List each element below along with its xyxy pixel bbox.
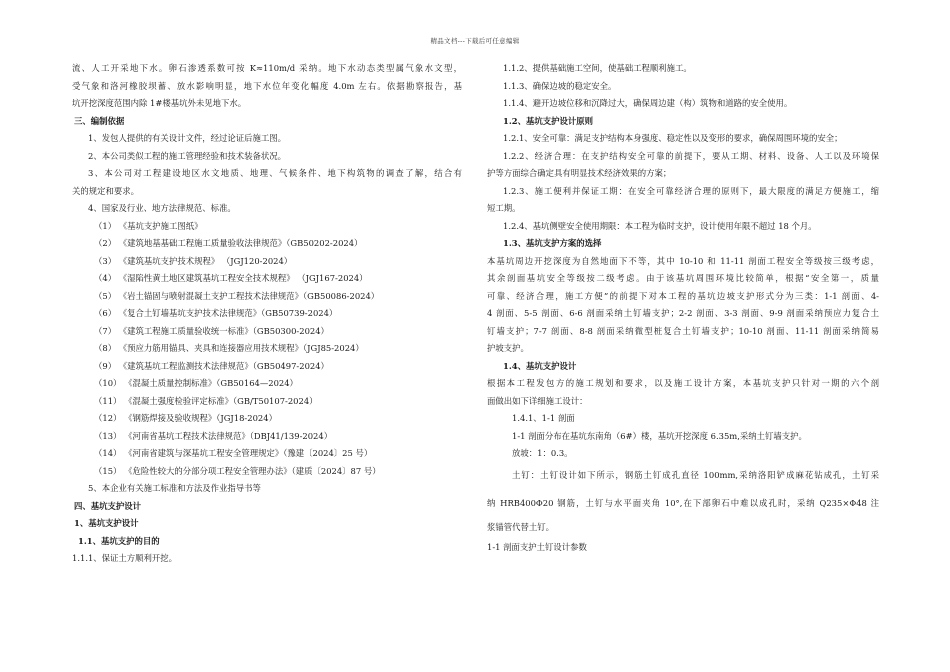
right-text-line: 1.2.4、基坑侧壁安全使用期限：本工程为临时支护，设计使用年限不超过 18 个月。 [503, 220, 817, 231]
right-text-line: 1.2.2、经济合理：在支护结构安全可靠的前提下，要从工期、材料、设备、人工以及环境保 [503, 150, 879, 161]
left-text-line: （4） 《湿陷性黄土地区建筑基坑工程安全技术规程》 （JGJ167-2024） [94, 273, 368, 283]
right-text-line: 放坡：1：0.3。 [512, 448, 573, 458]
left-text-line: （15） 《危险性较大的分部分项工程安全管理办法》（建质〔2024〕87 号） [94, 465, 381, 476]
left-text-line: （5） 《岩土锚固与喷射混凝土支护工程技术法律规范》（GB50086-2024） [94, 290, 380, 301]
left-text-line: （12） 《钢筋焊接及验收规程》（JGJ18-2024） [94, 413, 277, 423]
left-text-line: （8） 《预应力筋用锚具、夹具和连接器应用技术规程》（JGJ85-2024） [94, 343, 364, 353]
left-text-line: （7） 《建筑工程施工质量验收统一标准》（GB50300-2024） [94, 325, 329, 336]
right-text-line: 1.2.1、安全可靠：满足支护结构本身强度、稳定性以及变形的要求，确保周围环境的安全； [503, 133, 843, 143]
right-text-line: 可靠、经济合理，施工方便”的前提下对本工程的基坑边坡支护形式分为三类：1-1 剖面、4- [487, 290, 879, 301]
right-text-line: 1.1.4、避开边坡位移和沉降过大，确保周边建（构）筑物和道路的安全使用。 [503, 98, 793, 108]
left-text-line: （2） 《建筑地基基础工程施工质量验收法律规范》（GB50202-2024） [94, 238, 363, 248]
right-text-line: 1.1.3、确保边坡的稳定安全。 [503, 80, 617, 91]
right-text-line: 根据本工程发包方的施工规划和要求，以及施工设计方案，本基坑支护只针对一期的六个剖 [487, 378, 879, 388]
right-text-line: 土钉：土钉设计如下所示，钢筋土钉成孔直径 100mm,采纳洛阳铲成麻花钻成孔，土钉采 [512, 469, 879, 480]
left-text-line: （14） 《河南省建筑与深基坑工程安全管理规定》（豫建〔2024〕25 号） [94, 448, 373, 458]
left-text-line: （6） 《复合土钉墙基坑支护技术法律规范》（GB50739-2024） [94, 308, 338, 318]
left-text-line: 5、本企业有关施工标准和方法及作业指导书等 [88, 483, 261, 493]
left-text-line: 4、国家及行业、地方法律规范、标准。 [88, 203, 236, 213]
right-text-line: 护等方面综合确定具有明显技术经济效果的方案； [487, 168, 672, 178]
right-text-line: 1-1 剖面支护土钉设计参数 [487, 541, 587, 552]
left-text-line: 1.1.1、保证土方顺利开挖。 [72, 553, 178, 563]
page-header: 精品文档---下载后可任意编辑 [430, 37, 520, 45]
right-text-line: 其余剖面基坑安全等级按二级考虑。由于该基坑周围环境比较简单，根据“安全第一，质量 [487, 273, 879, 283]
right-text-line: 4 剖面、5-5 剖面、6-6 剖面采纳土钉墙支护；2-2 剖面、3-3 剖面、9-9 剖面采纳预应力复合土 [487, 308, 879, 318]
left-text-line: 3、本公司对工程建设地区水文地质、地理、气候条件、地下构筑物的调查了解，结合有 [88, 168, 462, 178]
right-text-line: 护坡支护。 [487, 343, 529, 353]
right-column [487, 60, 879, 556]
left-text-line: （1） 《基坑支护施工图纸》 [94, 220, 203, 231]
left-text-line: 流、人工开采地下水。卵石渗透系数可按 K≈110m/d 采纳。地下水动态类型属气象水文型， [72, 63, 462, 73]
right-text-line: 本基坑周边开挖深度为自然地面下不等，其中 10-10 和 11-11 剖面工程安全等级按三级考虑， [487, 255, 879, 266]
left-text-line: （13） 《河南省基坑工程技术法律规范》（DBJ41/139-2024） [94, 430, 333, 441]
left-text-line: （11） 《混凝土强度检验评定标准》（GB/T50107-2024） [94, 395, 318, 406]
right-text-line: 1.2.3、施工便利并保证工期：在安全可靠经济合理的原则下，最大限度的满足方便施工，缩 [503, 185, 879, 196]
right-text-line: 浆锚管代替土钉。 [487, 521, 554, 532]
left-text-line: 2、本公司类似工程的施工管理经验和技术装备状况。 [88, 150, 286, 161]
left-text-line: 1、发包人提供的有关设计文件，经过论证后施工图。 [88, 133, 286, 143]
left-text-line: 坑开挖深度范围内除 1#楼基坑外未见地下水。 [72, 98, 247, 108]
left-text-line: 三、编制依据 [74, 115, 125, 126]
right-text-line: 1.1.2、提供基础施工空间，使基础工程顺利施工。 [503, 63, 692, 73]
left-text-line: （3） 《建筑基坑支护技术规程》 （JGJ120-2024） [94, 255, 293, 266]
right-text-line: 1-1 剖面分布在基坑东南角（6#）楼，基坑开挖深度 6.35m,采纳土钉墙支护。 [512, 430, 807, 441]
right-text-line: 短工期。 [487, 203, 521, 213]
right-text-line: 1.4、基坑支护设计 [503, 360, 577, 371]
right-text-line: 1.4.1、1-1 剖面 [512, 413, 575, 423]
left-text-line: 1.1、基坑支护的目的 [78, 535, 160, 546]
right-text-line: 1.2、基坑支护设计原则 [503, 115, 593, 126]
left-text-line: 四、基坑支护设计 [74, 500, 141, 511]
right-text-line: 面做出如下详细施工设计： [487, 395, 588, 406]
left-text-line: （9） 《建筑基坑工程监测技术法律规范》（GB50497-2024） [94, 360, 329, 371]
right-text-line: 1.3、基坑支护方案的选择 [503, 238, 602, 248]
right-text-line: 钉墙支护；7-7 剖面、8-8 剖面采纳微型桩复合土钉墙支护；10-10 剖面、11-11 剖面采纳简易 [487, 325, 879, 336]
left-text-line: 受气象和洛河橡胶坝蓄、放水影响明显，地下水位年变化幅度 4.0m 左右。依据勘察报告，基 [72, 80, 462, 91]
left-text-line: 1、基坑支护设计 [74, 518, 139, 528]
left-text-line: （10） 《混凝土质量控制标准》（GB50164—2024） [94, 378, 298, 388]
left-text-line: 关的规定和要求。 [72, 185, 139, 196]
left-column [72, 60, 462, 568]
right-text-line: 纳 HRB400Φ20 钢筋，土钉与水平面夹角 10°,在下部卵石中难以成孔时，采纳 Q235×Φ48 注 [487, 497, 879, 508]
